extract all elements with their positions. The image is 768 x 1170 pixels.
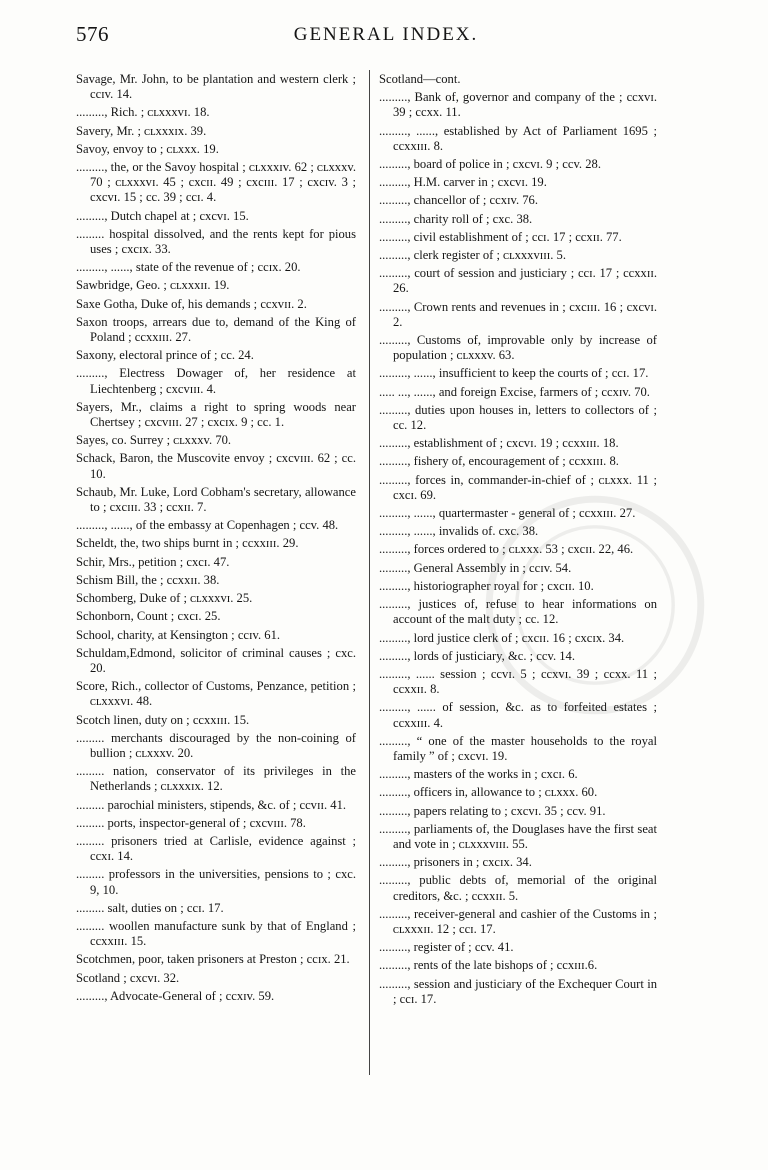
index-entry: Schuldam,Edmond, solicitor of criminal causes ; cxc. 20.: [76, 645, 356, 675]
index-entry: ........., officers in, allowance to ; ᴄʟxxx. 60.: [379, 785, 598, 800]
index-entry: ........., register of ; ccv. 41.: [379, 940, 514, 955]
index-entry: Scotland ; cxcvɪ. 32.: [76, 970, 180, 985]
index-entry: ......... nation, conservator of its privileges in the Netherlands ; ᴄʟxxxɪx. 12.: [76, 764, 356, 794]
index-entry: ........., ......, quartermaster - general of ; ccxxɪɪɪ. 27.: [379, 506, 636, 521]
index-entry: ......... professors in the universities, pensions to ; cxc. 9, 10.: [76, 867, 356, 897]
column-divider: [369, 70, 370, 1075]
index-entry: Scotchmen, poor, taken prisoners at Preston ; ccɪx. 21.: [76, 952, 350, 967]
index-entry: ........., papers relating to ; cxcvɪ. 35 ; ccv. 91.: [379, 803, 606, 818]
index-entry: Schir, Mrs., petition ; cxcɪ. 47.: [76, 554, 230, 569]
index-entry: Schack, Baron, the Muscovite envoy ; cxcvɪɪɪ. 62 ; cc. 10.: [76, 451, 356, 481]
index-entry: ......... parochial ministers, stipends, &c. of ; ccvɪɪ. 41.: [76, 797, 347, 812]
left-column: [76, 72, 356, 1007]
index-entry: ........., ......, established by Act of Parliament 1695 ; ccxxɪɪɪ. 8.: [379, 123, 657, 153]
index-entry: Savery, Mr. ; ᴄʟxxxɪx. 39.: [76, 123, 207, 138]
index-entry: Sayers, Mr., claims a right to spring woods near Chertsey ; cxcvɪɪɪ. 27 ; cxcɪx. 9 ; cc. 1.: [76, 399, 356, 430]
index-entry: ........., lords of justiciary, &c. ; ccv. 14.: [379, 648, 575, 663]
index-entry: ........., charity roll of ; cxc. 38.: [379, 211, 533, 226]
index-entry: Schism Bill, the ; ccxxɪɪ. 38.: [76, 572, 220, 587]
index-entry: ........., “ one of the master households to the royal family ” of ; cxcvɪ. 19.: [379, 733, 657, 763]
index-entry: Savage, Mr. John, to be plantation and western clerk ; ccɪv. 14.: [76, 72, 356, 102]
index-entry: Savoy, envoy to ; ᴄʟxxx. 19.: [76, 141, 219, 156]
index-entry: ........., fishery of, encouragement of ; ccxxɪɪɪ. 8.: [379, 454, 619, 469]
index-entry: Scotch linen, duty on ; ccxxɪɪɪ. 15.: [76, 712, 250, 727]
index-entry: ........., chancellor of ; ccxɪv. 76.: [379, 193, 539, 208]
index-entry: Scheldt, the, two ships burnt in ; ccxxɪɪɪ. 29.: [76, 536, 299, 551]
index-entry: ......... woollen manufacture sunk by that of England ; ccxxɪɪɪ. 15.: [76, 918, 356, 949]
index-entry: ........., the, or the Savoy hospital ; ᴄʟxxxɪv. 62 ; ᴄʟxxxv. 70 ; ᴄʟxxxvɪ. 45 ; cxcɪɪ. 49 ; cxcɪɪɪ. 17 ; cxcɪv. 3 ; cxcvɪ. 15 ; cc. 39 ; ccɪ. 4.: [76, 160, 356, 205]
index-entry: ........., public debts of, memorial of the original creditors, &c. ; ccxxɪɪ. 5.: [379, 873, 657, 903]
index-entry: ........., Advocate-General of ; ccxɪv. 59.: [76, 988, 275, 1003]
index-entry: ........., prisoners in ; cxcɪx. 34.: [379, 855, 532, 870]
index-entry: ........., ......, state of the revenue of ; ccɪx. 20.: [76, 260, 301, 275]
index-entry: ......... hospital dissolved, and the rents kept for pious uses ; cxcɪx. 33.: [76, 226, 356, 257]
index-entry: ......... ports, inspector-general of ; cxcvɪɪɪ. 78.: [76, 815, 306, 830]
index-entry: ........., civil establishment of ; ccɪ. 17 ; ccxɪɪ. 77.: [379, 229, 622, 244]
index-entry: ........., forces in, commander-in-chief of ; ᴄʟxxx. 11 ; cxcɪ. 69.: [379, 472, 657, 502]
index-entry: Saxony, electoral prince of ; cc. 24.: [76, 348, 254, 363]
index-entry: Saxon troops, arrears due to, demand of the King of Poland ; ccxxɪɪɪ. 27.: [76, 314, 356, 345]
index-entry: Schomberg, Duke of ; ᴄʟxxxvɪ. 25.: [76, 591, 253, 606]
page-number: 576: [76, 22, 109, 46]
index-entry: ........., establishment of ; cxcvɪ. 19 ; ccxxɪɪɪ. 18.: [379, 436, 619, 451]
index-entry: ........., Dutch chapel at ; cxcvɪ. 15.: [76, 208, 249, 223]
page-header: [76, 22, 696, 52]
index-entry: Saxe Gotha, Duke of, his demands ; ccxvɪɪ. 2.: [76, 296, 307, 311]
index-entry: ........., board of police in ; cxcvɪ. 9 ; ccv. 28.: [379, 157, 601, 172]
index-entry: ........., masters of the works in ; cxcɪ. 6.: [379, 767, 578, 782]
index-entry: ........., Electress Dowager of, her residence at Liechtenberg ; cxcvɪɪɪ. 4.: [76, 366, 356, 396]
running-title: GENERAL INDEX.: [293, 24, 479, 45]
index-entry: ........., ...... session ; ccvɪ. 5 ; ccxvɪ. 39 ; ccxx. 11 ; ccxxɪɪ. 8.: [379, 666, 657, 697]
index-entry: ........., historiographer royal for ; cxcɪɪ. 10.: [379, 578, 594, 593]
index-entry: ........., session and justiciary of the Exchequer Court in ; ccɪ. 17.: [379, 976, 657, 1006]
index-entry: ........., H.M. carver in ; cxcvɪ. 19.: [379, 175, 547, 190]
index-entry: ........., ...... of session, &c. as to forfeited estates ; ccxxɪɪɪ. 4.: [379, 700, 657, 730]
index-entry: ........., court of session and justiciary ; ccɪ. 17 ; ccxxɪɪ. 26.: [379, 266, 657, 296]
index-entry: ........., ......, invalids of. cxc. 38.: [379, 524, 539, 539]
index-entry: ..... ..., ......, and foreign Excise, farmers of ; ccxɪv. 70.: [379, 384, 650, 399]
index-entry: ........., clerk register of ; ᴄʟxxxvɪɪɪ. 5.: [379, 248, 567, 263]
index-entry: ........., receiver-general and cashier of the Customs in ; ᴄʟxxxɪɪ. 12 ; ccɪ. 17.: [379, 906, 657, 936]
index-entry: ........., General Assembly in ; ccɪv. 54.: [379, 560, 572, 575]
index-entry: ........., ......, of the embassy at Copenhagen ; ccv. 48.: [76, 518, 339, 533]
index-entry: Schaub, Mr. Luke, Lord Cobham's secretary, allowance to ; cxcɪɪɪ. 33 ; ccxɪɪ. 7.: [76, 484, 356, 515]
index-entry: ........., Customs of, improvable only by increase of population ; ᴄʟxxxv. 63.: [379, 333, 657, 363]
index-entry: Score, Rich., collector of Customs, Penzance, petition ; ᴄʟxxxvɪ. 48.: [76, 679, 356, 709]
index-entry: ........., forces ordered to ; ᴄʟxxx. 53 ; cxcɪɪ. 22, 46.: [379, 542, 634, 557]
index-entry: School, charity, at Kensington ; ccɪv. 61.: [76, 627, 281, 642]
index-entry: ......... merchants discouraged by the non-coining of bullion ; ᴄʟxxxv. 20.: [76, 730, 356, 760]
index-entry: ........., Rich. ; ᴄʟxxxvɪ. 18.: [76, 105, 210, 120]
index-entry: ........., justices of, refuse to hear informations on account of the malt duty ; cc. 12.: [379, 597, 657, 627]
right-column: [379, 72, 657, 1010]
index-entry: ........., rents of the late bishops of ; ccxɪɪɪ.6.: [379, 958, 598, 973]
index-entry: ........., lord justice clerk of ; cxcɪɪ. 16 ; cxcɪx. 34.: [379, 630, 625, 645]
index-entry: ......... prisoners tried at Carlisle, evidence against ; ccxɪ. 14.: [76, 833, 356, 864]
continued-heading: Scotland—cont.: [379, 72, 461, 86]
index-entry: Sayes, co. Surrey ; ᴄʟxxxv. 70.: [76, 433, 232, 448]
index-entry: Schonborn, Count ; cxcɪ. 25.: [76, 609, 221, 624]
index-entry: ........., Bank of, governor and company of the ; ccxvɪ. 39 ; ccxx. 11.: [379, 90, 657, 120]
index-entry: Sawbridge, Geo. ; ᴄʟxxxɪɪ. 19.: [76, 278, 230, 293]
index-entry: ........., duties upon houses in, letters to collectors of ; cc. 12.: [379, 402, 657, 433]
index-entry: ........., parliaments of, the Douglases have the first seat and vote in ; ᴄʟxxxvɪɪɪ. 55.: [379, 821, 657, 851]
index-entry: ........., Crown rents and revenues in ; cxcɪɪɪ. 16 ; cxcvɪ. 2.: [379, 299, 657, 329]
index-entry: ........., ......, insufficient to keep the courts of ; ccɪ. 17.: [379, 366, 649, 381]
index-entry: ......... salt, duties on ; ccɪ. 17.: [76, 900, 224, 915]
